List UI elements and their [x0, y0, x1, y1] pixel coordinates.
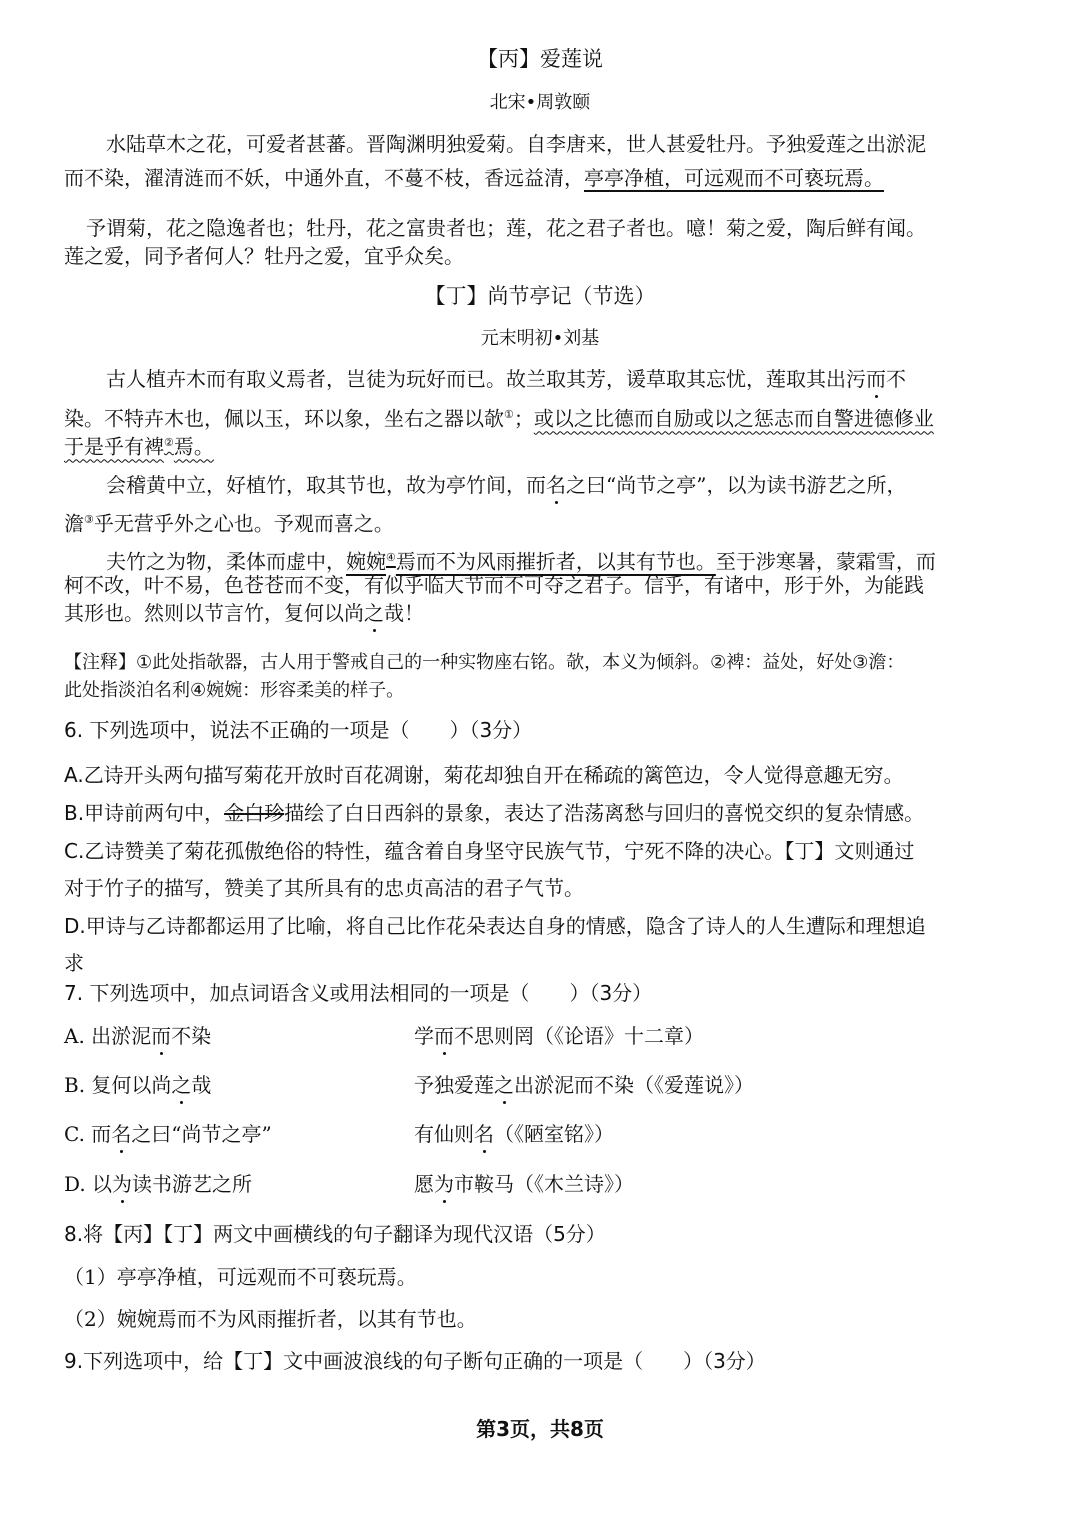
underlined-sentence: 焉而不为风雨摧折者，以其有节也。	[395, 549, 716, 574]
q8-stem: 8.将【丙】【丁】两文中画横线的句子翻译为现代汉语（5分）	[64, 1222, 606, 1246]
text: 哉！	[384, 601, 424, 625]
dotted-char: 名	[474, 1122, 494, 1146]
dotted-char: 名	[111, 1122, 132, 1146]
text: 不	[886, 367, 906, 391]
footnote-mark: ③	[84, 513, 94, 526]
text: 描绘了白日西斜的景象，表达了浩荡离愁与回归的喜悦交织的复杂情感。	[284, 801, 925, 825]
q7-stem: 7. 下列选项中，加点词语含义或用法相同的一项是（ ）（3分）	[64, 981, 653, 1005]
notes-line1: 【注释】①此处指欹器，古人用于警戒自己的一种实物座右铭。欹，本义为倾斜。②裨：益处，好处③澹：	[64, 652, 905, 673]
text: C. 而	[64, 1122, 112, 1146]
q7-option-c	[64, 1121, 1064, 1147]
q7-option-b	[64, 1072, 1064, 1098]
text: 其形也。然则以节言竹，复何以尚	[64, 601, 364, 625]
ding-para1-line1	[106, 366, 906, 392]
text: 澹	[64, 511, 84, 536]
footnote-mark: ①	[504, 408, 514, 421]
underlined-sentence: 婉婉	[346, 549, 386, 574]
struck-char: 珍	[264, 801, 285, 825]
q6-option-d-line1: D.甲诗与乙诗都都运用了比喻，将自己比作花朵表达自身的情感，隐含了诗人的人生遭际和理想追	[64, 914, 926, 938]
text: 有仙则	[414, 1122, 474, 1146]
bing-para2-line1: 予谓菊，花之隐逸者也；牡丹，花之富贵者也；莲，花之君子者也。噫！菊之爱，陶后鲜有闻。	[86, 216, 926, 240]
ding-para3-line2: 柯不改，叶不易，色苍苍而不变，有似乎临大节而不可夺之君子。信乎，有诸中，形于外，为能践	[64, 573, 924, 597]
page-number: 第3页，共8页	[476, 1417, 604, 1441]
ding-para3-line1	[106, 545, 936, 575]
q6-stem: 6. 下列选项中，说法不正确的一项是（ ）（3分）	[64, 718, 533, 742]
text: ；	[513, 406, 534, 431]
text: 会稽黄中立，好植竹，取其节也，故为亭竹间，	[106, 473, 526, 497]
ding-para1-line3	[64, 430, 214, 460]
q7-option-a	[64, 1023, 1064, 1049]
dotted-char: 而	[866, 367, 886, 391]
bing-para1-line2	[64, 165, 884, 191]
text: 夫竹之为物，柔体而虚中，	[106, 549, 346, 574]
ding-author: 元末明初•刘基	[480, 328, 600, 349]
q6-option-d-line2: 求	[64, 951, 84, 975]
q7-option-d-compare	[414, 1171, 634, 1197]
footnote-mark: ④	[386, 551, 396, 564]
text: 读书游艺之所	[132, 1172, 253, 1196]
notes-line2: 此处指淡泊名利④婉婉：形容柔美的样子。	[64, 680, 405, 701]
dotted-char: 名	[546, 473, 566, 497]
q7-option-d	[64, 1171, 1064, 1197]
wavy-underlined-text: 焉。	[173, 434, 214, 459]
q6-option-c-line2: 对于竹子的描写，赞美了其所具有的忠贞高洁的君子气节。	[64, 876, 584, 900]
footnote-mark: ②	[164, 436, 174, 449]
dotted-char: 为	[434, 1172, 454, 1196]
q6-option-c-line1: C.乙诗赞美了菊花孤傲绝俗的特性，蕴含着自身坚守民族气节，宁死不降的决心。【丁】文则通过	[64, 839, 915, 863]
ding-para3-line3	[64, 600, 424, 626]
ding-para2-line1	[106, 472, 906, 498]
ding-title: 【丁】尚节亭记（节选）	[424, 284, 656, 308]
struck-char: 金	[224, 801, 245, 825]
text: 出淤泥而不染（《爱莲说》）	[514, 1073, 754, 1097]
q7-option-c-compare	[414, 1121, 614, 1147]
text: 染。不特卉木也，佩以玉，环以象，坐右之器以欹	[64, 406, 504, 431]
text: 而	[526, 473, 546, 497]
q8-sentence-2: （2）婉婉焉而不为风雨摧折者，以其有节也。	[64, 1307, 477, 1331]
dotted-char: 而	[151, 1024, 172, 1048]
bing-para1-line1: 水陆草木之花，可爱者甚蕃。晋陶渊明独爱菊。自李唐来，世人甚爱牡丹。予独爱莲之出淤泥	[106, 132, 926, 156]
ding-para1-line2	[64, 402, 934, 432]
q8-sentence-1: （1）亭亭净植，可远观而不可亵玩焉。	[64, 1265, 417, 1289]
text: B. 复何以尚	[64, 1073, 172, 1097]
q9-stem: 9.下列选项中，给【丁】文中画波浪线的句子断句正确的一项是（ ）（3分）	[64, 1349, 766, 1373]
text: 哉	[191, 1073, 212, 1097]
text: 至于涉寒暑，蒙霜雪，而	[715, 549, 936, 574]
struck-char: 白	[244, 801, 265, 825]
dotted-char: 为	[112, 1172, 133, 1196]
dotted-char: 之	[364, 601, 384, 625]
dotted-char: 而	[434, 1024, 454, 1048]
q7-option-a-compare	[414, 1023, 704, 1049]
text: B.甲诗前两句中，	[64, 801, 225, 825]
ding-para2-line2	[64, 507, 394, 537]
bing-title: 【丙】爱莲说	[477, 47, 603, 71]
bing-underlined-sentence: 亭亭净植，可远观而不可亵玩焉。	[584, 166, 884, 190]
text: 而不染，濯清涟而不妖，中通外直，不蔓不枝，香远益清，	[64, 166, 584, 190]
text: 之曰“尚节之亭”	[131, 1122, 272, 1146]
text: 乎无营乎外之心也。予观而喜之。	[93, 511, 394, 536]
text: 学	[414, 1024, 434, 1048]
dotted-char: 之	[494, 1073, 514, 1097]
text: A. 出淤泥	[64, 1024, 152, 1048]
bing-author: 北宋•周敦颐	[489, 92, 591, 113]
q7-option-b-compare	[414, 1072, 754, 1098]
bing-para2-line2: 莲之爱，同予者何人？牡丹之爱，宜乎众矣。	[64, 244, 464, 268]
text: （《陋室铭》）	[494, 1122, 614, 1146]
text: D. 以	[64, 1172, 113, 1196]
q6-option-a: A.乙诗开头两句描写菊花开放时百花凋谢，菊花却独自开在稀疏的篱笆边，令人觉得意趣无穷。	[64, 763, 904, 787]
text: 予独爱莲	[414, 1073, 494, 1097]
text: 市鞍马（《木兰诗》）	[454, 1172, 634, 1196]
q6-option-b	[64, 800, 924, 826]
dotted-char: 之	[171, 1073, 192, 1097]
text: 之曰“尚节之亭”，以为读书游艺之所，	[566, 473, 907, 497]
wavy-underlined-text: 于是乎有裨	[64, 434, 164, 459]
text: 古人植卉木而有取义焉者，岂徒为玩好而已。故兰取其芳，谖草取其忘忧，莲取其出污	[106, 367, 866, 391]
text: 愿	[414, 1172, 434, 1196]
text: 不染	[171, 1024, 212, 1048]
text: 不思则罔（《论语》十二章）	[454, 1024, 704, 1048]
wavy-underlined-text: 或以之比德而自励或以之惩志而自警进德修业	[533, 406, 934, 431]
